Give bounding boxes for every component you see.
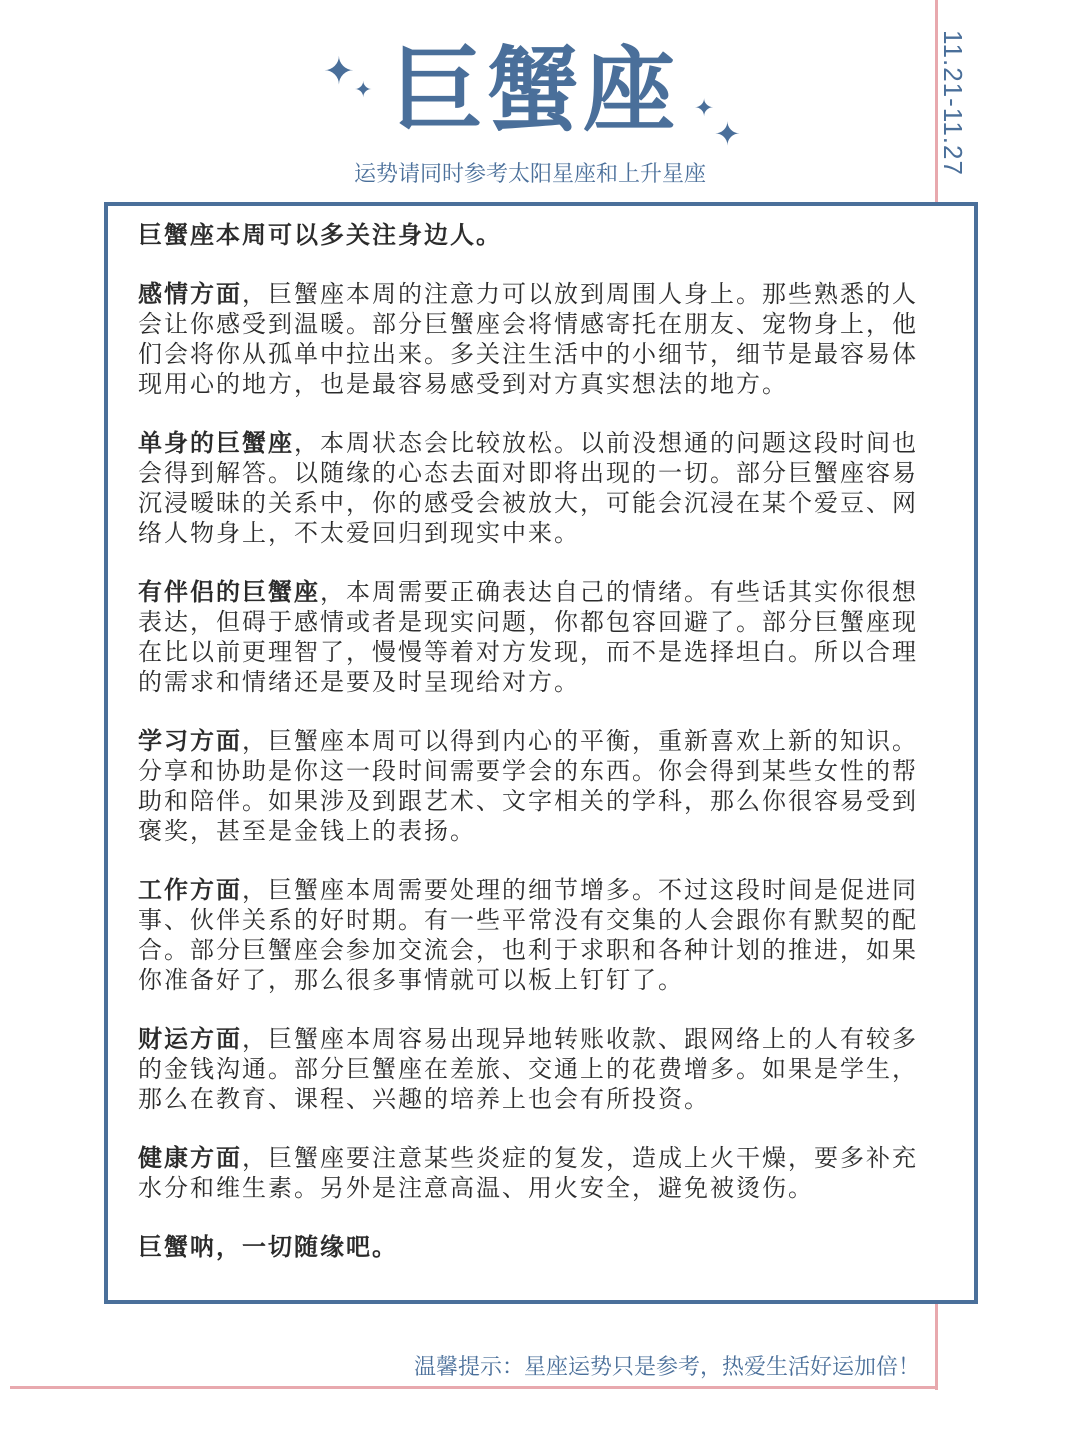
- sparkle-icon-large-left: ✦: [323, 49, 355, 93]
- sparkle-icon-small-right: ✦: [694, 94, 715, 122]
- section-heading: 工作方面: [138, 876, 242, 904]
- section-partnered: [138, 577, 918, 697]
- section-text: ，本周状态会比较放松。以前没想通的问题这段时间也会得到解答。以随缘的心态去面对即将出现的一切。部分巨蟹座容易沉浸暧昧的关系中，你的感受会被放大，可能会沉浸在某个爱豆、网络人物身上，不太爱回归到现实中来。: [138, 429, 918, 547]
- section-heading: 感情方面: [138, 280, 242, 308]
- section-heading: 财运方面: [138, 1025, 242, 1053]
- section-text: ，本周需要正确表达自己的情绪。有些话其实你很想表达，但碍于感情或者是现实问题，你都包容回避了。部分巨蟹座现在比以前更理智了，慢慢等着对方发现，而不是选择坦白。所以合理的需求和情绪还是要及时呈现给对方。: [138, 578, 918, 696]
- closing-paragraph: 巨蟹呐，一切随缘吧。: [138, 1233, 398, 1261]
- section-health: [138, 1143, 918, 1203]
- page-title: 巨蟹座: [390, 37, 679, 144]
- section-heading: 单身的巨蟹座: [138, 429, 294, 457]
- page-subtitle: 运势请同时参考太阳星座和上升星座: [353, 162, 706, 187]
- footer-tip: 温馨提示：星座运势只是参考，热爱生活好运加倍！: [413, 1355, 920, 1380]
- intro-paragraph: 巨蟹座本周可以多关注身边人。: [138, 221, 502, 249]
- section-single: [138, 428, 918, 548]
- sparkle-icon-small-left: ✦: [354, 78, 373, 103]
- section-text: ，巨蟹座本周需要处理的细节增多。不过这段时间是促进同事、伙伴关系的好时期。有一些平常没有交集的人会跟你有默契的配合。部分巨蟹座会参加交流会，也利于求职和各种计划的推进，如果你准备好了，那么很多事情就可以板上钉钉了。: [138, 876, 918, 994]
- section-text: ，巨蟹座本周可以得到内心的平衡，重新喜欢上新的知识。分享和协助是你这一段时间需要学会的东西。你会得到某些女性的帮助和陪伴。如果涉及到跟艺术、文字相关的学科，那么你很容易受到褒奖，甚至是金钱上的表扬。: [138, 727, 918, 845]
- section-heading: 学习方面: [138, 727, 242, 755]
- date-range: 11.21-11.27: [938, 30, 968, 176]
- sparkle-icon-large-right: ✦: [714, 115, 741, 153]
- section-work: [138, 875, 918, 995]
- horoscope-body: [138, 220, 918, 1262]
- section-text: ，巨蟹座要注意某些炎症的复发，造成上火干燥，要多补充水分和维生素。另外是注意高温、用火安全，避免被烫伤。: [138, 1144, 918, 1202]
- horoscope-content-box: [104, 202, 978, 1304]
- section-text: ，巨蟹座本周容易出现异地转账收款、跟网络上的人有较多的金钱沟通。部分巨蟹座在差旅、交通上的花费增多。如果是学生，那么在教育、课程、兴趣的培养上也会有所投资。: [138, 1025, 918, 1113]
- decorative-horizontal-line: [10, 1386, 938, 1389]
- section-text: ，巨蟹座本周的注意力可以放到周围人身上。那些熟悉的人会让你感受到温暖。部分巨蟹座会将情感寄托在朋友、宠物身上，他们会将你从孤单中拉出来。多关注生活中的小细节，细节是最容易体现用心的地方，也是最容易感受到对方真实想法的地方。: [138, 280, 918, 398]
- section-heading: 有伴侣的巨蟹座: [138, 578, 320, 606]
- section-love: [138, 279, 918, 399]
- section-heading: 健康方面: [138, 1144, 242, 1172]
- section-wealth: [138, 1024, 918, 1114]
- section-study: [138, 726, 918, 846]
